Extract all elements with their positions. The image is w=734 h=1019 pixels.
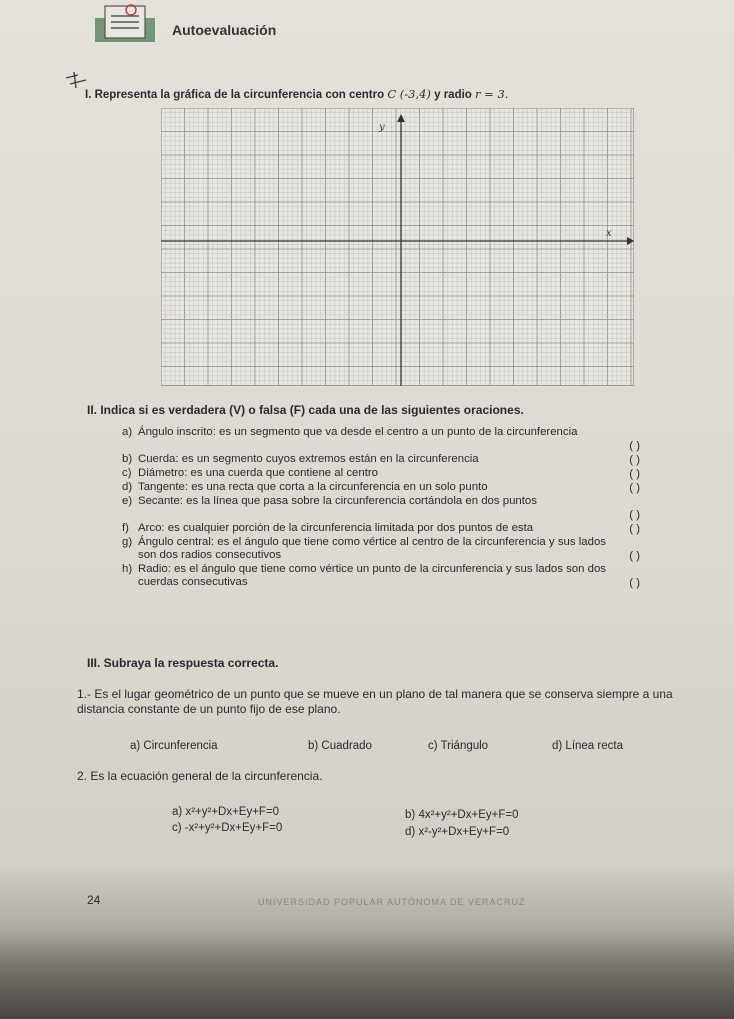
statement-text: Ángulo central: es el ángulo que tiene como vértice al centro de la circunferencia y sus lados son dos radios consecutivos <box>138 536 606 561</box>
page-number: 24 <box>87 893 101 907</box>
question-1-text: 1.- Es el lugar geométrico de un punto que se mueve en un plano de tal manera que se conserva siempre a una distancia constante de un punto fijo de ese plano. <box>77 687 673 716</box>
q2-option-d[interactable] <box>405 826 509 838</box>
statement-text: Ángulo inscrito: es un segmento que va desde el centro a un punto de la circunferencia <box>138 426 578 438</box>
answer-box[interactable]: ( ) <box>629 453 640 466</box>
statement-e <box>122 495 642 521</box>
q2-option-b[interactable] <box>405 809 518 821</box>
q1-option-a[interactable]: a) Circunferencia <box>130 740 218 752</box>
true-false-list <box>122 426 642 590</box>
task-middle: y radio <box>430 89 476 101</box>
statement-letter: h) <box>122 563 133 575</box>
statement-g <box>122 536 642 562</box>
option-equation: -x²+y²+Dx+Ey+F=0 <box>184 822 283 834</box>
statement-text: Secante: es la línea que pasa sobre la circunferencia cortándola en dos puntos <box>138 495 537 507</box>
statement-letter: a) <box>122 426 133 438</box>
answer-box[interactable]: ( ) <box>629 508 640 521</box>
answer-box[interactable]: ( ) <box>629 549 640 562</box>
answer-box[interactable]: ( ) <box>629 522 640 535</box>
statement-d <box>122 481 642 494</box>
statement-c <box>122 467 642 480</box>
option-label: b) <box>405 809 416 821</box>
page-title: Autoevaluación <box>172 22 277 38</box>
x-axis-label: x <box>606 228 612 239</box>
statement-text: Diámetro: es una cuerda que contiene al centro <box>138 467 378 479</box>
statement-text: Radio: es el ángulo que tiene como vértice un punto de la circunferencia y sus lados son dos cuerdas consecutivas <box>138 563 606 588</box>
statement-letter: g) <box>122 536 133 548</box>
section3-title: III. Subraya la respuesta correcta. <box>87 656 279 670</box>
statement-letter: e) <box>122 495 133 507</box>
statement-h <box>122 563 642 589</box>
graph-grid[interactable] <box>161 108 634 386</box>
statement-letter: c) <box>122 467 132 479</box>
section2-title: II. Indica si es verdadera (V) o falsa (F) cada una de las siguientes oraciones. <box>87 403 524 417</box>
statement-letter: b) <box>122 453 133 465</box>
statement-letter: d) <box>122 481 133 493</box>
statement-b <box>122 453 642 466</box>
q1-option-d[interactable]: d) Línea recta <box>552 740 623 752</box>
institution-footer: UNIVERSIDAD POPULAR AUTÓNOMA DE VERACRUZ <box>258 897 526 907</box>
grid-canvas[interactable] <box>161 108 634 386</box>
task-prefix: I. Representa la gráfica de la circunferencia con centro <box>85 89 388 101</box>
statement-text: Tangente: es una recta que corta a la circunferencia en un solo punto <box>138 481 488 493</box>
radius-value: r = 3. <box>475 87 509 101</box>
option-label: d) <box>405 826 416 838</box>
option-equation: 4x²+y²+Dx+Ey+F=0 <box>418 809 519 821</box>
statement-text: Arco: es cualquier porción de la circunferencia limitada por dos puntos de esta <box>138 522 534 534</box>
answer-box[interactable]: ( ) <box>629 481 640 494</box>
statement-f <box>122 522 642 535</box>
page-shadow <box>0 930 734 1019</box>
book-logo-icon <box>95 4 157 44</box>
answer-box[interactable]: ( ) <box>629 467 640 480</box>
option-label: c) <box>172 822 182 834</box>
statement-letter: f) <box>122 522 129 534</box>
q1-option-b[interactable]: b) Cuadrado <box>308 740 372 752</box>
y-axis-label: y <box>379 122 385 133</box>
question-2-text: 2. Es la ecuación general de la circunferencia. <box>77 769 323 783</box>
task-instruction <box>85 87 508 101</box>
q2-option-a[interactable] <box>172 806 279 818</box>
option-equation: x²-y²+Dx+Ey+F=0 <box>418 826 510 838</box>
answer-box[interactable]: ( ) <box>629 576 640 589</box>
option-equation: x²+y²+Dx+Ey+F=0 <box>185 806 280 818</box>
q2-option-c[interactable] <box>172 822 282 834</box>
statement-text: Cuerda: es un segmento cuyos extremos están en la circunferencia <box>138 453 479 465</box>
center-value: C (-3,4) <box>387 87 431 101</box>
option-label: a) <box>172 806 183 818</box>
statement-a <box>122 426 642 452</box>
q1-option-c[interactable]: c) Triángulo <box>428 740 489 752</box>
answer-box[interactable]: ( ) <box>629 439 640 452</box>
